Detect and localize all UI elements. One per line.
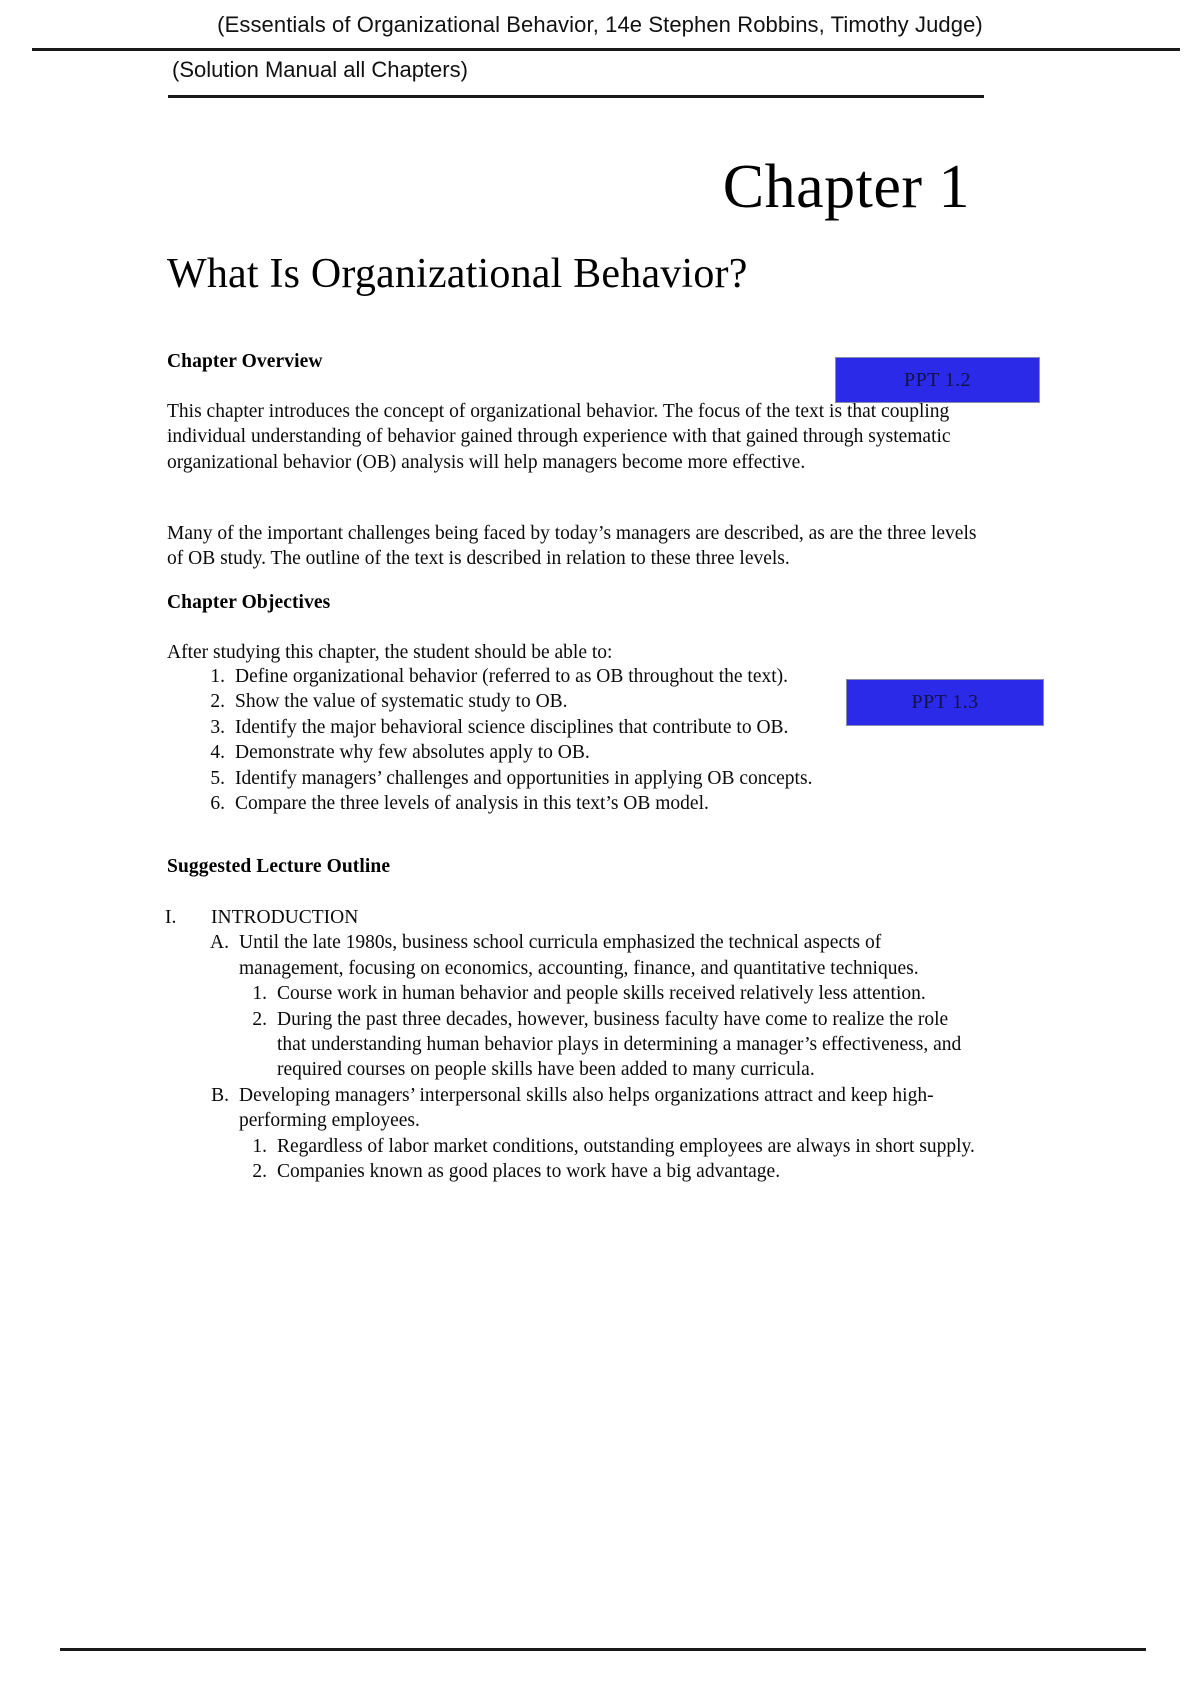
outline-subentry-label: Companies known as good places to work have a big advantage. [277, 1161, 781, 1183]
header-divider-bottom [168, 95, 984, 98]
outline-entry-b [203, 1083, 975, 1134]
list-item-label: Show the value of systematic study to OB. [235, 691, 568, 713]
section-heading-chapter-overview: Chapter Overview [167, 351, 323, 372]
outline-entry-marker: B. [211, 1084, 229, 1106]
lecture-outline-list [165, 905, 975, 1184]
list-item [199, 689, 899, 714]
outline-roman-entry [165, 905, 975, 930]
outline-subentry-a2 [241, 1007, 975, 1083]
section-heading-chapter-objectives: Chapter Objectives [167, 592, 331, 613]
list-item [199, 715, 899, 740]
outline-roman-label: INTRODUCTION [211, 907, 359, 928]
ppt-badge-1-2[interactable]: PPT 1.2 [835, 357, 1040, 403]
outline-subentry-marker: 1. [252, 983, 267, 1005]
page-title: What Is Organizational Behavior? [167, 251, 748, 297]
section-heading-suggested-lecture-outline: Suggested Lecture Outline [167, 856, 391, 877]
header-subtitle: (Solution Manual all Chapters) [172, 57, 468, 82]
objectives-intro: After studying this chapter, the student should be able to: [167, 642, 613, 663]
list-item-label: Identify managers’ challenges and opportunities in applying OB concepts. [235, 767, 813, 789]
list-item-label: Define organizational behavior (referred to as OB throughout the text). [235, 666, 789, 687]
outline-subentry-b1 [241, 1134, 975, 1159]
outline-entry-label: Until the late 1980s, business school curricula emphasized the technical aspects of management, focusing on economics, accounting, finance, and quantitative techniques. [239, 932, 919, 979]
list-item-marker: 3. [210, 716, 225, 738]
outline-entry-marker: A. [210, 932, 229, 954]
ppt-badge-1-3[interactable]: PPT 1.3 [846, 679, 1044, 726]
outline-subentry-marker: 2. [252, 1008, 267, 1030]
overview-paragraph-2: Many of the important challenges being faced by today’s managers are described, as are the three levels of OB study. The outline of the text is described in relation to these three levels. [167, 523, 977, 570]
objectives-list [199, 664, 899, 816]
list-item-marker: 6. [210, 793, 225, 815]
list-item-marker: 5. [210, 767, 225, 789]
header-book-title: (Essentials of Organizational Behavior, 14e Stephen Robbins, Timothy Judge) [217, 12, 983, 37]
outline-roman-marker: I. [165, 907, 177, 928]
outline-subentry-label: During the past three decades, however, business faculty have come to realize the role that understanding human behavior plays in determining a manager’s effectiveness, and required courses on people skills have been added to many curricula. [277, 1008, 962, 1081]
overview-paragraph-1: This chapter introduces the concept of organizational behavior. The focus of the text is that coupling individual understanding of behavior gained through experience with that gained through systematic organizational behavior (OB) analysis will help managers become more effective. [167, 401, 951, 473]
list-item-marker: 4. [210, 742, 225, 764]
list-item-label: Demonstrate why few absolutes apply to OB. [235, 742, 590, 764]
list-item-label: Identify the major behavioral science disciplines that contribute to OB. [235, 716, 789, 738]
outline-entry-a [203, 930, 975, 981]
footer-divider [60, 1648, 1146, 1651]
list-item [199, 766, 899, 791]
header-divider-top [32, 48, 1180, 51]
outline-subentry-marker: 2. [252, 1161, 267, 1183]
outline-subentry-label: Course work in human behavior and people skills received relatively less attention. [277, 983, 926, 1005]
list-item-label: Compare the three levels of analysis in this text’s OB model. [235, 793, 709, 815]
list-item [199, 740, 899, 765]
list-item-marker: 2. [210, 691, 225, 713]
list-item [199, 791, 899, 816]
outline-subentry-marker: 1. [252, 1135, 267, 1157]
list-item [199, 664, 899, 689]
chapter-number-heading: Chapter 1 [722, 153, 970, 221]
outline-subentry-b2 [241, 1159, 975, 1184]
outline-subentry-label: Regardless of labor market conditions, outstanding employees are always in short supply. [277, 1135, 975, 1157]
outline-entry-label: Developing managers’ interpersonal skills also helps organizations attract and keep high-performing employees. [239, 1084, 934, 1132]
list-item-marker: 1. [210, 666, 225, 687]
outline-subentry-a1 [241, 981, 975, 1006]
